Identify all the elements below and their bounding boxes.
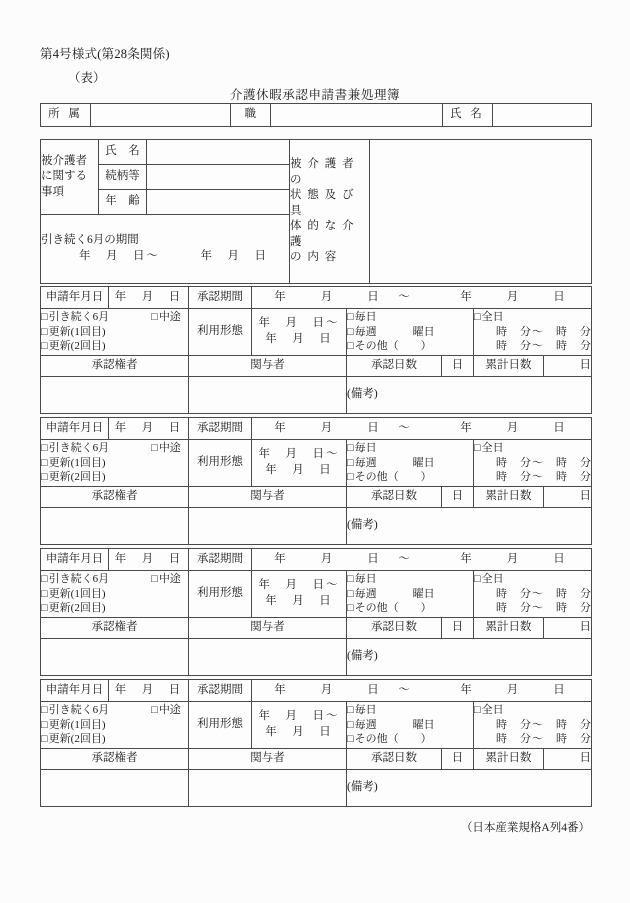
approver-field-1[interactable]: [41, 377, 189, 414]
time-range-1-1: 時 分～ 時 分: [496, 325, 592, 338]
table-row: [41, 639, 592, 676]
care-relation-label: 続柄等: [99, 165, 147, 190]
type-midway-label-2: 中途: [158, 441, 181, 454]
checkbox-icon[interactable]: □: [151, 441, 158, 454]
application-date-field-4[interactable]: 年 月 日: [109, 680, 189, 702]
application-type-cell-1[interactable]: [41, 309, 189, 356]
application-date-field-3[interactable]: 年 月 日: [109, 549, 189, 571]
participant-field-4[interactable]: [189, 770, 347, 807]
freq-weekly-label-4: 毎週: [354, 718, 377, 731]
checkbox-icon[interactable]: □: [41, 471, 48, 484]
usage-date-from-4: 年 月 日～: [258, 710, 340, 723]
checkbox-icon[interactable]: □: [41, 441, 48, 454]
table-row: [41, 356, 592, 377]
time-cell-1[interactable]: [474, 309, 592, 356]
checkbox-icon[interactable]: □: [347, 325, 354, 338]
freq-weekly-label-2: 毎週: [354, 456, 377, 469]
care-state-field[interactable]: [370, 140, 592, 284]
cumulative-days-label-1: 累計日数: [474, 356, 544, 377]
type-renewal2-label-4: 更新(2回目): [48, 733, 106, 746]
cumulative-days-label-3: 累計日数: [474, 618, 544, 639]
freq-daily-label-3: 毎日: [354, 572, 377, 585]
time-range-1-4: 時 分～ 時 分: [496, 718, 592, 731]
approved-days-label-3: 承認日数: [347, 618, 442, 639]
type-renewal2-label-2: 更新(2回目): [48, 471, 106, 484]
checkbox-icon[interactable]: □: [151, 310, 158, 323]
checkbox-icon[interactable]: □: [347, 456, 354, 469]
usage-form-label-1: 利用形態: [189, 309, 252, 356]
approval-period-field-2[interactable]: 年 月 日 ～ 年 月 日: [252, 418, 592, 440]
usage-dates-cell-3[interactable]: [252, 571, 347, 618]
table-row: [41, 440, 592, 487]
continuous-period-cell[interactable]: [41, 215, 290, 284]
approved-days-unit-4: 日: [442, 749, 474, 770]
care-state-line2: 状 態 及 び 具: [290, 189, 356, 217]
usage-date-to-3: 年 月 日: [265, 595, 333, 607]
usage-dates-cell-2[interactable]: [252, 440, 347, 487]
time-allday-label-3: 全日: [481, 572, 504, 585]
freq-weekly-label-3: 毎週: [354, 587, 377, 600]
record-block-2: [40, 417, 592, 545]
frequency-cell-1[interactable]: [347, 309, 474, 356]
application-date-field-2[interactable]: 年 月 日: [109, 418, 189, 440]
checkbox-icon[interactable]: □: [151, 703, 158, 716]
type-continuous-label-3: 引き続く6月: [48, 572, 110, 585]
approved-days-label-2: 承認日数: [347, 487, 442, 508]
care-state-line1: 被 介 護 者 の: [290, 158, 356, 186]
remarks-cell-2[interactable]: [347, 508, 592, 545]
cumulative-days-label-4: 累計日数: [474, 749, 544, 770]
participant-label-4: 関与者: [189, 749, 347, 770]
usage-dates-cell-1[interactable]: [252, 309, 347, 356]
approver-field-3[interactable]: [41, 639, 189, 676]
freq-daily-label-4: 毎日: [354, 703, 377, 716]
page-title: 介護休暇承認申請書兼処理簿: [229, 88, 401, 102]
type-renewal1-label-2: 更新(1回目): [48, 456, 106, 469]
checkbox-icon[interactable]: □: [474, 441, 481, 454]
continuous-period-label: 引き続く6月の期間: [41, 234, 139, 247]
participant-field-2[interactable]: [189, 508, 347, 545]
table-row: [41, 549, 592, 571]
application-date-label-1: 申請年月日: [41, 287, 109, 309]
approval-period-label-3: 承認期間: [189, 549, 252, 571]
freq-weekly-suffix-1: 曜日: [412, 325, 435, 338]
type-midway-label-4: 中途: [158, 703, 181, 716]
participant-label-3: 関与者: [189, 618, 347, 639]
approver-label-3: 承認権者: [41, 618, 189, 639]
checkbox-icon[interactable]: □: [41, 703, 48, 716]
care-relation-field[interactable]: [147, 165, 290, 190]
cumulative-days-unit-1: 日: [544, 356, 592, 377]
application-date-label-2: 申請年月日: [41, 418, 109, 440]
participant-field-3[interactable]: [189, 639, 347, 676]
freq-weekly-label-1: 毎週: [354, 325, 377, 338]
checkbox-icon[interactable]: □: [474, 310, 481, 323]
checkbox-icon[interactable]: □: [347, 310, 354, 323]
form-number: 第4号様式(第28条関係): [40, 47, 170, 61]
time-range-2-3: 時 分～ 時 分: [496, 602, 592, 615]
checkbox-icon[interactable]: □: [474, 703, 481, 716]
freq-other-label-3: その他（ ）: [354, 602, 432, 615]
remarks-label-2: (備考): [347, 519, 378, 532]
type-continuous-label-2: 引き続く6月: [48, 441, 110, 454]
freq-other-label-2: その他（ ）: [354, 471, 432, 484]
care-name-field[interactable]: [147, 140, 290, 165]
checkbox-icon[interactable]: □: [347, 587, 354, 600]
time-cell-3[interactable]: [474, 571, 592, 618]
checkbox-icon[interactable]: □: [347, 441, 354, 454]
type-continuous-label-4: 引き続く6月: [48, 703, 110, 716]
freq-weekly-suffix-4: 曜日: [412, 718, 435, 731]
care-state-line3: 体 的 な 介 護: [290, 220, 356, 248]
approval-period-label-2: 承認期間: [189, 418, 252, 440]
checkbox-icon[interactable]: □: [41, 310, 48, 323]
care-side-line1: 被介護者: [41, 154, 87, 167]
checkbox-icon[interactable]: □: [347, 602, 354, 615]
care-age-label: 年 齢: [99, 190, 147, 215]
continuous-period-dates: 年 月 日～ 年 月 日: [79, 250, 268, 262]
checkbox-icon[interactable]: □: [347, 718, 354, 731]
care-side-line3: 事項: [41, 185, 64, 198]
type-midway-label-3: 中途: [158, 572, 181, 585]
care-recipient-table: [40, 139, 592, 284]
usage-date-from-1: 年 月 日～: [258, 317, 340, 330]
usage-date-to-2: 年 月 日: [265, 464, 333, 476]
checkbox-icon[interactable]: □: [474, 572, 481, 585]
cumulative-days-unit-2: 日: [544, 487, 592, 508]
type-renewal1-label-3: 更新(1回目): [48, 587, 106, 600]
checkbox-icon[interactable]: □: [347, 733, 354, 746]
checkbox-icon[interactable]: □: [41, 718, 48, 731]
checkbox-icon[interactable]: □: [41, 325, 48, 338]
application-type-cell-2[interactable]: [41, 440, 189, 487]
approved-days-label-1: 承認日数: [347, 356, 442, 377]
participant-label-1: 関与者: [189, 356, 347, 377]
frequency-cell-2[interactable]: [347, 440, 474, 487]
table-row: [41, 487, 592, 508]
usage-date-from-2: 年 月 日～: [258, 448, 340, 461]
frequency-cell-3[interactable]: [347, 571, 474, 618]
time-range-2-2: 時 分～ 時 分: [496, 471, 592, 484]
freq-other-label-4: その他（ ）: [354, 733, 432, 746]
table-row: [41, 140, 592, 165]
approval-period-field-3[interactable]: 年 月 日 ～ 年 月 日: [252, 549, 592, 571]
application-date-label-3: 申請年月日: [41, 549, 109, 571]
usage-form-label-4: 利用形態: [189, 702, 252, 749]
footer-note: （日本産業規格A列4番）: [460, 822, 590, 834]
care-age-field[interactable]: [147, 190, 290, 215]
application-date-field-1[interactable]: 年 月 日: [109, 287, 189, 309]
approver-label-2: 承認権者: [41, 487, 189, 508]
table-row: [41, 508, 592, 545]
affiliation-field[interactable]: [91, 104, 231, 127]
freq-other-label-1: その他（ ）: [354, 340, 432, 353]
remarks-label-3: (備考): [347, 650, 378, 663]
record-block-3: [40, 548, 592, 676]
name-field[interactable]: [493, 104, 592, 127]
remarks-cell-3[interactable]: [347, 639, 592, 676]
table-row: [41, 104, 592, 127]
time-cell-4[interactable]: [474, 702, 592, 749]
form-side-label: （表）: [68, 71, 106, 85]
usage-date-to-1: 年 月 日: [265, 333, 333, 345]
time-range-2-1: 時 分～ 時 分: [496, 340, 592, 353]
approval-period-label-4: 承認期間: [189, 680, 252, 702]
freq-weekly-suffix-2: 曜日: [412, 456, 435, 469]
freq-weekly-suffix-3: 曜日: [412, 587, 435, 600]
checkbox-icon[interactable]: □: [41, 340, 48, 353]
type-renewal1-label-1: 更新(1回目): [48, 325, 106, 338]
freq-daily-label-2: 毎日: [354, 441, 377, 454]
checkbox-icon[interactable]: □: [41, 456, 48, 469]
time-allday-label-4: 全日: [481, 703, 504, 716]
care-state-label: [290, 140, 370, 284]
approver-field-4[interactable]: [41, 770, 189, 807]
time-allday-label-2: 全日: [481, 441, 504, 454]
table-row: [41, 770, 592, 807]
application-date-label-4: 申請年月日: [41, 680, 109, 702]
application-type-cell-4[interactable]: [41, 702, 189, 749]
table-row: [41, 680, 592, 702]
time-allday-label-1: 全日: [481, 310, 504, 323]
care-state-line4: の 内 容: [290, 251, 338, 264]
cumulative-days-label-2: 累計日数: [474, 487, 544, 508]
table-row: [41, 377, 592, 414]
position-field[interactable]: [271, 104, 443, 127]
checkbox-icon[interactable]: □: [41, 733, 48, 746]
remarks-label-4: (備考): [347, 781, 378, 794]
approved-days-unit-1: 日: [442, 356, 474, 377]
participant-label-2: 関与者: [189, 487, 347, 508]
type-midway-label-1: 中途: [158, 310, 181, 323]
checkbox-icon[interactable]: □: [347, 703, 354, 716]
time-range-1-3: 時 分～ 時 分: [496, 587, 592, 600]
type-renewal2-label-3: 更新(2回目): [48, 602, 106, 615]
care-side-line2: に関する: [41, 170, 87, 183]
checkbox-icon[interactable]: □: [347, 572, 354, 585]
cumulative-days-unit-3: 日: [544, 618, 592, 639]
approval-period-field-1[interactable]: 年 月 日 ～ 年 月 日: [252, 287, 592, 309]
frequency-cell-4[interactable]: [347, 702, 474, 749]
checkbox-icon[interactable]: □: [347, 471, 354, 484]
approver-label-4: 承認権者: [41, 749, 189, 770]
table-row: [41, 749, 592, 770]
record-block-4: [40, 679, 592, 807]
usage-date-to-4: 年 月 日: [265, 726, 333, 738]
freq-daily-label-1: 毎日: [354, 310, 377, 323]
usage-dates-cell-4[interactable]: [252, 702, 347, 749]
record-block-1: [40, 286, 592, 414]
table-row: [41, 418, 592, 440]
usage-form-label-3: 利用形態: [189, 571, 252, 618]
type-continuous-label-1: 引き続く6月: [48, 310, 110, 323]
remarks-cell-1[interactable]: [347, 377, 592, 414]
table-row: [41, 287, 592, 309]
checkbox-icon[interactable]: □: [41, 602, 48, 615]
care-name-label: 氏 名: [99, 140, 147, 165]
affiliation-label: 所 属: [41, 104, 91, 127]
cumulative-days-unit-4: 日: [544, 749, 592, 770]
table-row: [41, 618, 592, 639]
approver-field-2[interactable]: [41, 508, 189, 545]
table-row: [41, 702, 592, 749]
participant-field-1[interactable]: [189, 377, 347, 414]
approver-label-1: 承認権者: [41, 356, 189, 377]
approval-period-label-1: 承認期間: [189, 287, 252, 309]
application-type-cell-3[interactable]: [41, 571, 189, 618]
time-range-2-4: 時 分～ 時 分: [496, 733, 592, 746]
table-row: [41, 309, 592, 356]
type-renewal2-label-1: 更新(2回目): [48, 340, 106, 353]
remarks-cell-4[interactable]: [347, 770, 592, 807]
checkbox-icon[interactable]: □: [347, 340, 354, 353]
table-row: [41, 571, 592, 618]
person-header-table: [40, 103, 592, 127]
approved-days-unit-3: 日: [442, 618, 474, 639]
usage-date-from-3: 年 月 日～: [258, 579, 340, 592]
remarks-label-1: (備考): [347, 388, 378, 401]
approval-period-field-4[interactable]: 年 月 日 ～ 年 月 日: [252, 680, 592, 702]
time-cell-2[interactable]: [474, 440, 592, 487]
time-range-1-2: 時 分～ 時 分: [496, 456, 592, 469]
approved-days-label-4: 承認日数: [347, 749, 442, 770]
type-renewal1-label-4: 更新(1回目): [48, 718, 106, 731]
usage-form-label-2: 利用形態: [189, 440, 252, 487]
position-label: 職: [231, 104, 271, 127]
care-recipient-side-label: [41, 140, 99, 215]
name-label: 氏 名: [443, 104, 493, 127]
checkbox-icon[interactable]: □: [151, 572, 158, 585]
checkbox-icon[interactable]: □: [41, 572, 48, 585]
checkbox-icon[interactable]: □: [41, 587, 48, 600]
approved-days-unit-2: 日: [442, 487, 474, 508]
